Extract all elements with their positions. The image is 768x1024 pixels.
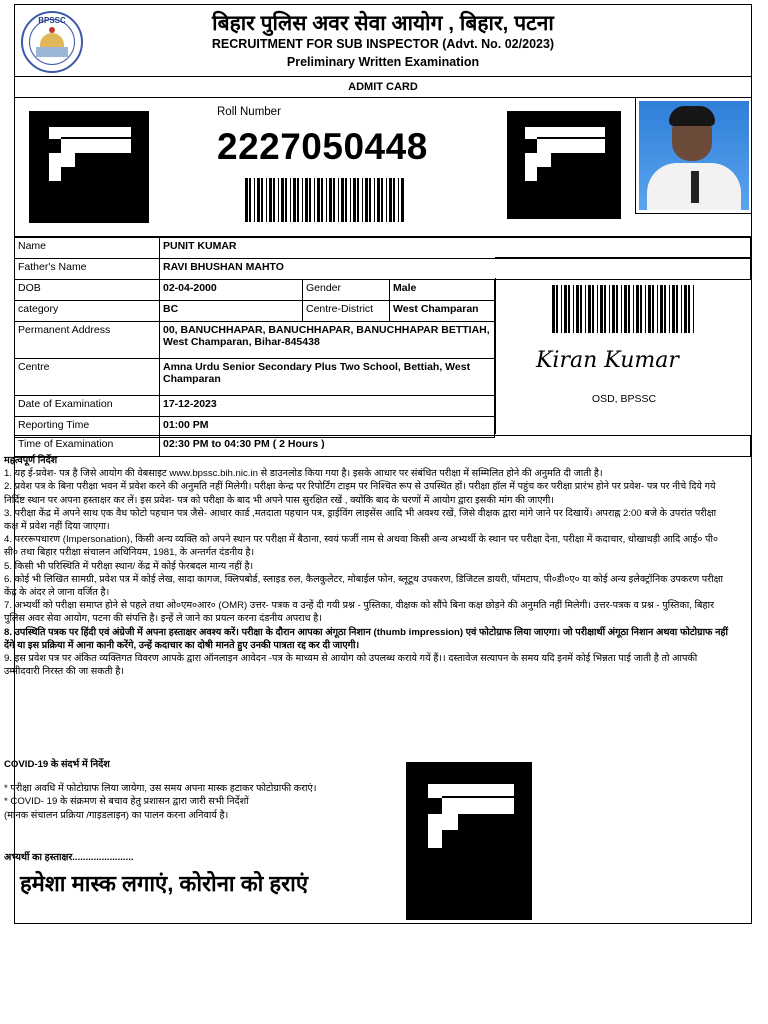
- photo-frame: [635, 98, 752, 214]
- district-label: Centre-District: [303, 301, 390, 322]
- dob-label: DOB: [15, 280, 160, 301]
- category-value: BC: [160, 301, 303, 322]
- reporting-label: Reporting Time: [15, 417, 160, 438]
- bpssc-logo: BPSSC: [21, 11, 83, 73]
- covid-line: (मानक संचालन प्रक्रिया /गाइडलाइन) का पालन करना अनिवार्य है।: [4, 809, 229, 821]
- father-label: Father's Name: [15, 259, 160, 280]
- barcode-roll: [245, 178, 407, 222]
- address-label: Permanent Address: [15, 322, 160, 359]
- roll-number: 2227050448: [217, 126, 428, 167]
- instruction-item: 5. किसी भी परिस्थिति में परीक्षा स्थान/ केंद्र में कोई फेरबदल मान्य नहीं है।: [4, 560, 254, 572]
- instruction-item: 1. यह ई-प्रवेश- पत्र है जिसे आयोग की वेबसाइट www.bpssc.bih.nic.in से डाउनलोड किया गया है। इसके आधार पर संबंधित परीक्षा में सम्मिलित होने की अनुमति दी जाती है।: [4, 468, 603, 480]
- instruction-item: 9. इस प्रवेश पत्र पर अंकित व्यक्तिगत विवरण आपके द्वारा ऑनलाइन आवेदन -पत्र के माध्यम से आयोग को उपलब्ध कराये गयें हैं।। दस्तावेज सत्यापन के समय यदि इनमें कोई भिन्नता पाई जाती है तो आपकी उम्मीदवारी निरस्त की जा सकती है।: [4, 653, 698, 678]
- name-value: PUNIT KUMAR: [160, 238, 751, 259]
- title-hindi: बिहार पुलिस अवर सेवा आयोग , बिहार, पटना: [212, 12, 554, 35]
- instruction-item: 8. उपस्थिति पत्रक पर हिंदी एवं अंग्रेजी में अपना हस्ताक्षर अवश्य करें। परीक्षा के दौरान आपका अंगूठा निशान (thumb impression) एवं फोटोग्राफ लिया जाएगा। जो परीक्षार्थी अंगूठा निशान अथवा फोटोग्राफ नहीं देंगे या इस प्रक्रिया में आना कानी करेंगे, उन्हें कदाचार का दोषी मानते हुए उनकी पात्रता रद्द कर दी जाएगी।: [4, 626, 729, 651]
- signature-panel: [495, 278, 752, 434]
- exam-date-label: Date of Examination: [15, 396, 160, 417]
- gender-label: Gender: [303, 280, 390, 301]
- instruction-item: 6. कोई भी लिखित सामग्री, प्रवेश पत्र में कोई लेख, सादा कागज, क्लिपबोर्ड, स्लाइड रुल, कैलकुलेटर, मोबाईल फोन, ब्लूटूथ उपकरण, डिजिटल डायरी, पॉमटाप, पी०डी०ए० या कोई अन्य इलेक्ट्रॉनिक उपकरण परीक्षा केंद्र के अंदर ले जाना वर्जित है।: [4, 573, 724, 599]
- instruction-item: 2. प्रवेश पत्र के बिना परीक्षा भवन में प्रवेश करने की अनुमति नहीं मिलेगी। परीक्षा केन्द्र पर रिपोर्टिंग टाइम पर निश्चित रूप से उपस्थित हों। परीक्षा हॉल में पहुंच कर परीक्षा प्रारंभ होने पर प्रवेश- पत्र पर नीचे दिये गये निर्दिष्ट स्थान पर अपना हस्ताक्षर कर लें। इस प्रवेश- पत्र को परीक्षा के बाद भी अपने पास सुरक्षित रखें , क्योंकि बाद के चरणों में आयोग द्वारा इसकी मांग की जाएगी।: [4, 481, 716, 506]
- qr-code-left: [29, 111, 149, 223]
- qr-code-bottom: [406, 762, 532, 920]
- title-english: RECRUITMENT FOR SUB INSPECTOR (Advt. No. 02/2023): [211, 37, 555, 51]
- category-label: category: [15, 301, 160, 322]
- instructions-title: महत्वपूर्ण निर्देश: [4, 455, 58, 466]
- centre-label: Centre: [15, 359, 160, 396]
- gender-value: Male: [390, 280, 495, 301]
- qr-code-right: [507, 111, 621, 219]
- address-value: 00, BANUCHHAPAR, BANUCHHAPAR, BANUCHHAPAR BETTIAH, West Champaran, Bihar-845438: [160, 322, 495, 359]
- osd-designation: OSD, BPSSC: [591, 393, 657, 405]
- covid-line: * परीक्षा अवधि में फोटोग्राफ लिया जायेगा, उस समय अपना मास्क हटाकर फोटोग्राफी कराएं।: [4, 782, 317, 794]
- candidate-table-2: [15, 279, 495, 438]
- exam-time-value: 02:30 PM to 04:30 PM ( 2 Hours ): [160, 436, 751, 457]
- covid-line: * COVID- 19 के संक्रमण से बचाव हेतु प्रशासन द्वारा जारी सभी निर्देशों: [4, 796, 249, 807]
- instruction-item: 7. अभ्यर्थी को परीक्षा समाप्त होने से पहले तथा ओ०एम०आर० (OMR) उत्तर- पत्रक व उन्हें दी गयी प्रश्न - पुस्तिका, वीक्षक को सौंपे बिना कक्ष छोड़ने की अनुमति नहीं मिलेगी। उत्तर-पत्रक व प्रश्न - पुस्तिका, बिहार पुलिस अवर सेवा आयोग, पटना की संपत्ति है। इन्हें ले जाने का प्रयत्न करना दंडनीय अपराध है।: [4, 600, 715, 625]
- mask-slogan: हमेशा मास्क लगाएं, कोरोना को हराएं: [20, 871, 308, 896]
- osd-signature: Kiran Kumar: [536, 348, 679, 373]
- roll-section: [15, 98, 751, 237]
- instruction-item: 3. परीक्षा केंद्र में अपने साथ एक वैध फोटो पहचान पत्र जैसे- आधार कार्ड ,मतदाता पहचान पत्र, ड्राईविंग लाइसेंस आदि भी अवश्य रखें, जिसे वीक्षक द्वारा मांगे जाने पर दिखायें। अपराह्न 2:00 बजे के उपरांत परीक्षा कक्ष में प्रवेश नहीं दिया जाएगा।: [4, 507, 717, 533]
- dob-value: 02-04-2000: [160, 280, 303, 301]
- name-label: Name: [15, 238, 160, 259]
- candidate-table: [15, 237, 751, 280]
- covid-title: COVID-19 के संदर्भ में निर्देश: [4, 759, 110, 770]
- father-value: RAVI BHUSHAN MAHTO: [160, 259, 751, 280]
- barcode-centre: [552, 285, 696, 333]
- exam-time-label: Time of Examination: [15, 436, 160, 457]
- candidate-photo: [639, 101, 749, 210]
- exam-name: Preliminary Written Examination: [286, 55, 480, 69]
- instructions: [4, 454, 732, 678]
- candidate-signature-label: अभ्यर्थी का हस्ताक्षर.......................: [4, 852, 134, 863]
- reporting-value: 01:00 PM: [160, 417, 495, 438]
- covid-section: [4, 758, 384, 822]
- roll-number-label: Roll Number: [217, 106, 281, 118]
- admit-card-title: ADMIT CARD: [15, 77, 751, 98]
- header: [15, 5, 751, 77]
- exam-date-value: 17-12-2023: [160, 396, 495, 417]
- instruction-item: 4. परररूपधारण (Impersonation), किसी अन्य व्यक्ति को अपने स्थान पर परीक्षा में बैठाना, स्वयं फर्जी नाम से अथवा किसी अन्य अभ्यर्थी के स्थान पर परीक्षा देना, परीक्षा में कदाचार, धोखाधड़ी आदि आई० पी० सी० तथा बिहार परीक्षा संचालन अधिनियम, 1981, के अन्तर्गत दंडनीय है।: [4, 534, 718, 559]
- centre-value: Amna Urdu Senior Secondary Plus Two School, Bettiah, West Champaran: [160, 359, 495, 396]
- district-value: West Champaran: [390, 301, 495, 322]
